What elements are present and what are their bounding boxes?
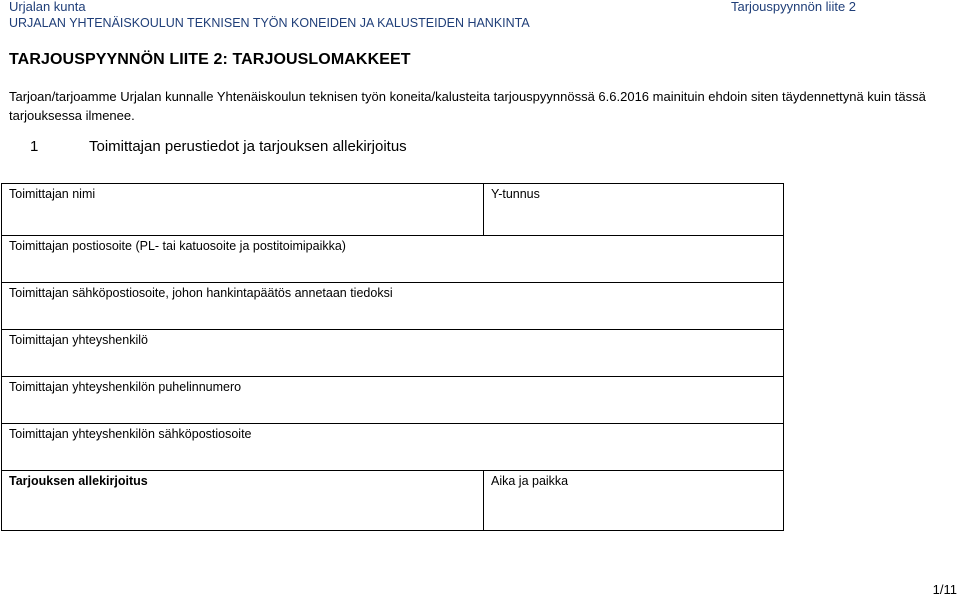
table-row [2,471,784,531]
postal-address-field[interactable] [2,236,784,283]
contact-email-field[interactable] [2,424,784,471]
table-row [2,236,784,283]
supplier-name-field[interactable] [2,184,484,236]
postal-address-label: Toimittajan postiosoite (PL- tai katuosoite ja postitoimipaikka) [9,239,346,253]
table-row [2,184,784,236]
business-id-label: Y-tunnus [491,187,540,201]
project-title: URJALAN YHTENÄISKOULUN TEKNISEN TYÖN KONEIDEN JA KALUSTEIDEN HANKINTA [9,16,530,30]
section-title: Toimittajan perustiedot ja tarjouksen allekirjoitus [89,138,407,155]
organization-name: Urjalan kunta [9,0,86,14]
table-row [2,377,784,424]
intro-paragraph: Tarjoan/tarjoamme Urjalan kunnalle Yhtenäiskoulun teknisen työn koneita/kalusteita tarjouspyynnössä 6.6.2016 mainituin ehdoin siten täydennettynä kuin tässä tarjouksessa ilmenee. [9,89,926,123]
section-number: 1 [30,138,39,155]
table-row [2,424,784,471]
contact-phone-label: Toimittajan yhteyshenkilön puhelinnumero [9,380,242,394]
supplier-name-label: Toimittajan nimi [9,187,96,201]
signature-field[interactable] [2,471,484,531]
email-field[interactable] [2,283,784,330]
page-title: TARJOUSPYYNNÖN LIITE 2: TARJOUSLOMAKKEET [9,51,411,68]
signature-label: Tarjouksen allekirjoitus [9,474,148,488]
place-date-field[interactable] [484,471,784,531]
table-row [2,283,784,330]
business-id-field[interactable] [484,184,784,236]
place-date-label: Aika ja paikka [491,474,569,488]
email-label: Toimittajan sähköpostiosoite, johon hankintapäätös annetaan tiedoksi [9,286,393,300]
supplier-form-table [1,183,784,531]
contact-phone-field[interactable] [2,377,784,424]
contact-email-label: Toimittajan yhteyshenkilön sähköpostiosoite [9,427,252,441]
contact-person-field[interactable] [2,330,784,377]
contact-person-label: Toimittajan yhteyshenkilö [9,333,148,347]
table-row [2,330,784,377]
page-number: 1/11 [932,582,957,597]
document-reference: Tarjouspyynnön liite 2 [731,0,857,14]
